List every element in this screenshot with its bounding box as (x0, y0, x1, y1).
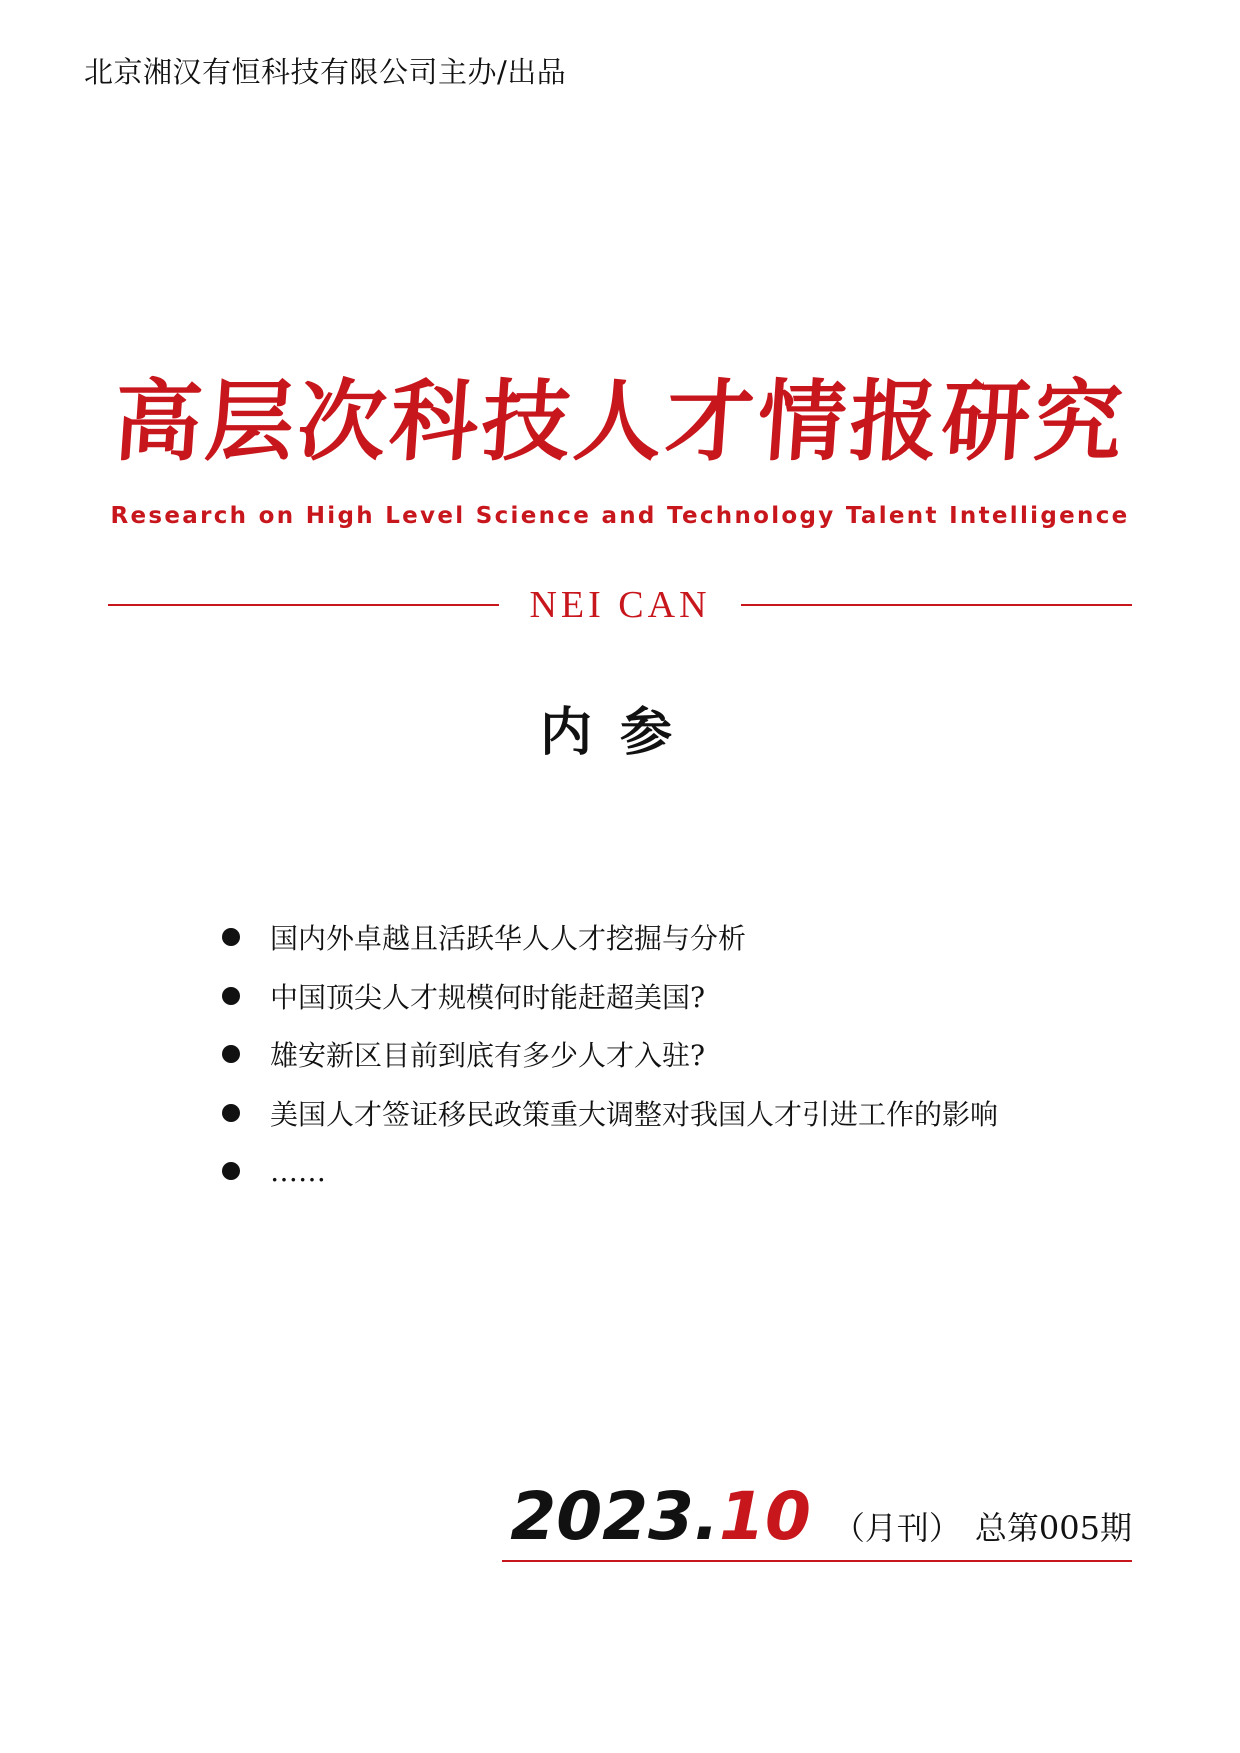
contents-list (222, 908, 998, 1201)
issue-info (510, 1478, 1132, 1555)
list-item (222, 1084, 998, 1143)
issue-year: 2023. (510, 1478, 720, 1555)
list-item (222, 1025, 998, 1084)
contents-item-text: 中国顶尖人才规模何时能赶超美国? (270, 980, 706, 1014)
series-label: NEI CAN (529, 584, 711, 626)
divider-line-left (108, 604, 499, 606)
divider-line-right (741, 604, 1132, 606)
issue-month: 10 (719, 1478, 811, 1555)
list-item (222, 908, 998, 967)
issue-number: 总第005期 (974, 1509, 1132, 1547)
series-divider (108, 580, 1132, 630)
series-chinese-label: 内参 (539, 702, 700, 763)
issue-frequency: （月刊） (832, 1509, 961, 1547)
bullet-icon (222, 987, 240, 1005)
contents-item-text: …… (270, 1154, 326, 1188)
bullet-icon (222, 928, 240, 946)
list-item (222, 1142, 998, 1201)
journal-title: 高层次科技人才情报研究 (110, 370, 1130, 473)
publisher-line: 北京湘汉有恒科技有限公司主办/出品 (84, 55, 567, 89)
contents-item-text: 美国人才签证移民政策重大调整对我国人才引进工作的影响 (270, 1097, 999, 1131)
bullet-icon (222, 1104, 240, 1122)
bullet-icon (222, 1045, 240, 1063)
contents-item-text: 雄安新区目前到底有多少人才入驻? (270, 1039, 706, 1073)
journal-subtitle: Research on High Level Science and Technology Talent Intelligence (110, 503, 1130, 529)
issue-underline (502, 1560, 1132, 1562)
bullet-icon (222, 1162, 240, 1180)
list-item (222, 967, 998, 1026)
contents-item-text: 国内外卓越且活跃华人人才挖掘与分析 (270, 922, 747, 956)
